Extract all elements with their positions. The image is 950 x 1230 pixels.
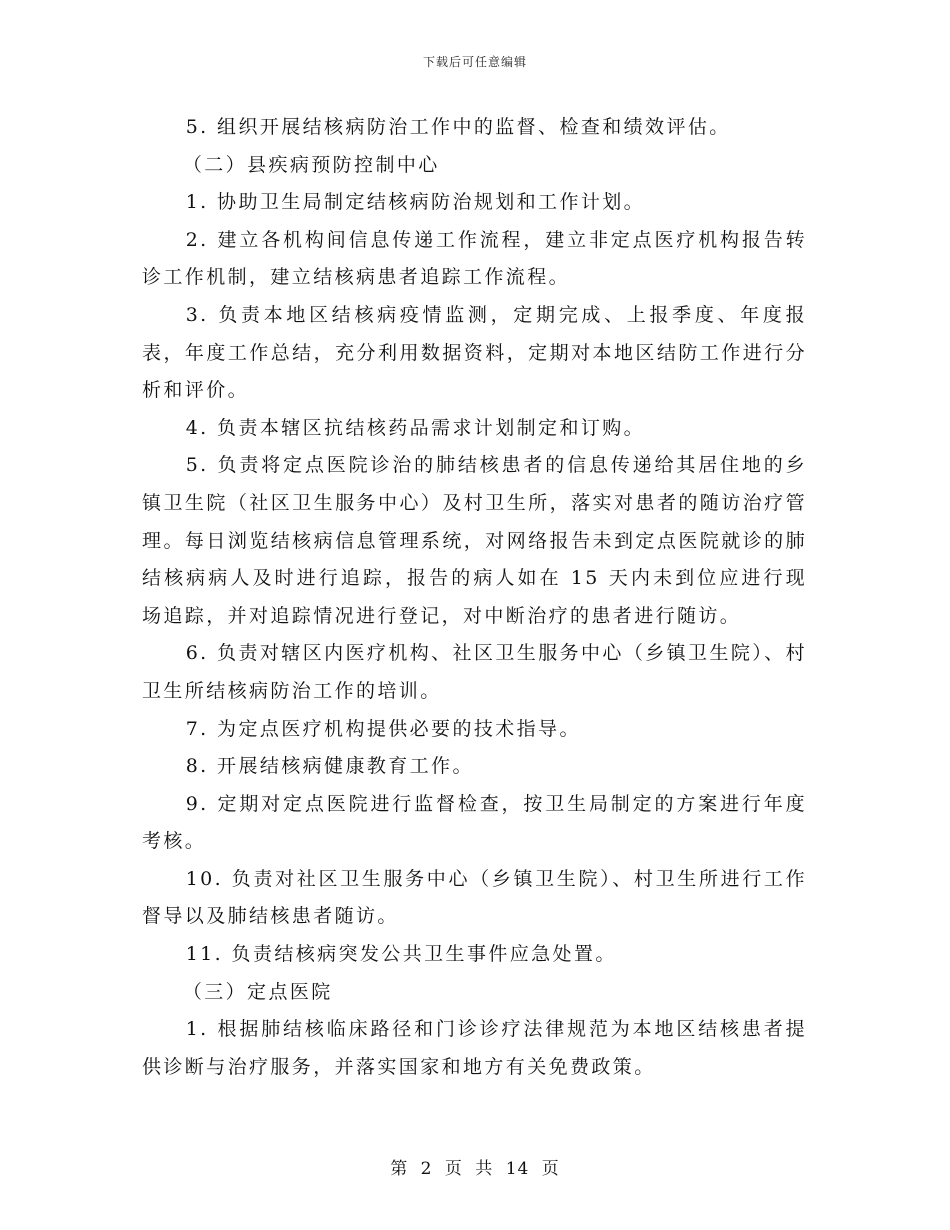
paragraph: 5. 负责将定点医院诊治的肺结核患者的信息传递给其居住地的乡镇卫生院（社区卫生服务中心）及村卫生所，落实对患者的随访治疗管理。每日浏览结核病信息管理系统，对网络报告未到定点医院就诊的肺结核病病人及时进行追踪，报告的病人如在 15 天内未到位应进行现场追踪，并对追踪情况进行登记，对中断治疗的患者进行随访。 (142, 454, 807, 627)
paragraph: 5. 组织开展结核病防治工作中的监督、检查和绩效评估。 (185, 116, 731, 138)
page-header: 下载后可任意编辑 (422, 55, 527, 69)
paragraph: 1. 根据肺结核临床路径和门诊诊疗法律规范为本地区结核患者提供诊断与治疗服务，并落实国家和地方有关免费政策。 (142, 1018, 807, 1078)
paragraph: 10. 负责对社区卫生服务中心（乡镇卫生院）、村卫生所进行工作督导以及肺结核患者随访。 (142, 867, 807, 928)
paragraph: 8. 开展结核病健康教育工作。 (185, 755, 474, 778)
paragraph: 2. 建立各机构间信息传递工作流程，建立非定点医疗机构报告转诊工作机制，建立结核病患者追踪工作流程。 (142, 228, 807, 289)
paragraph: 1. 协助卫生局制定结核病防治规划和工作计划。 (185, 191, 646, 214)
paragraph: 11. 负责结核病突发公共卫生事件应急处置。 (185, 943, 617, 966)
section-heading: （三）定点医院 (182, 980, 333, 1003)
paragraph: 4. 负责本辖区抗结核药品需求计划制定和订购。 (185, 416, 646, 439)
paragraph: 7. 为定点医疗机构提供必要的技术指导。 (185, 717, 581, 740)
section-heading: （二）县疾病预防控制中心 (182, 153, 440, 176)
page-number: 第 2 页 共 14 页 (390, 1159, 560, 1179)
paragraph: 3. 负责本地区结核病疫情监测，定期完成、上报季度、年度报表，年度工作总结，充分利用数据资料，定期对本地区结防工作进行分析和评价。 (142, 303, 807, 402)
paragraph: 6. 负责对辖区内医疗机构、社区卫生服务中心（乡镇卫生院）、村卫生所结核病防治工作的培训。 (142, 642, 807, 702)
paragraph: 9. 定期对定点医院进行监督检查，按卫生局制定的方案进行年度考核。 (142, 792, 807, 853)
document-body (142, 109, 807, 1086)
